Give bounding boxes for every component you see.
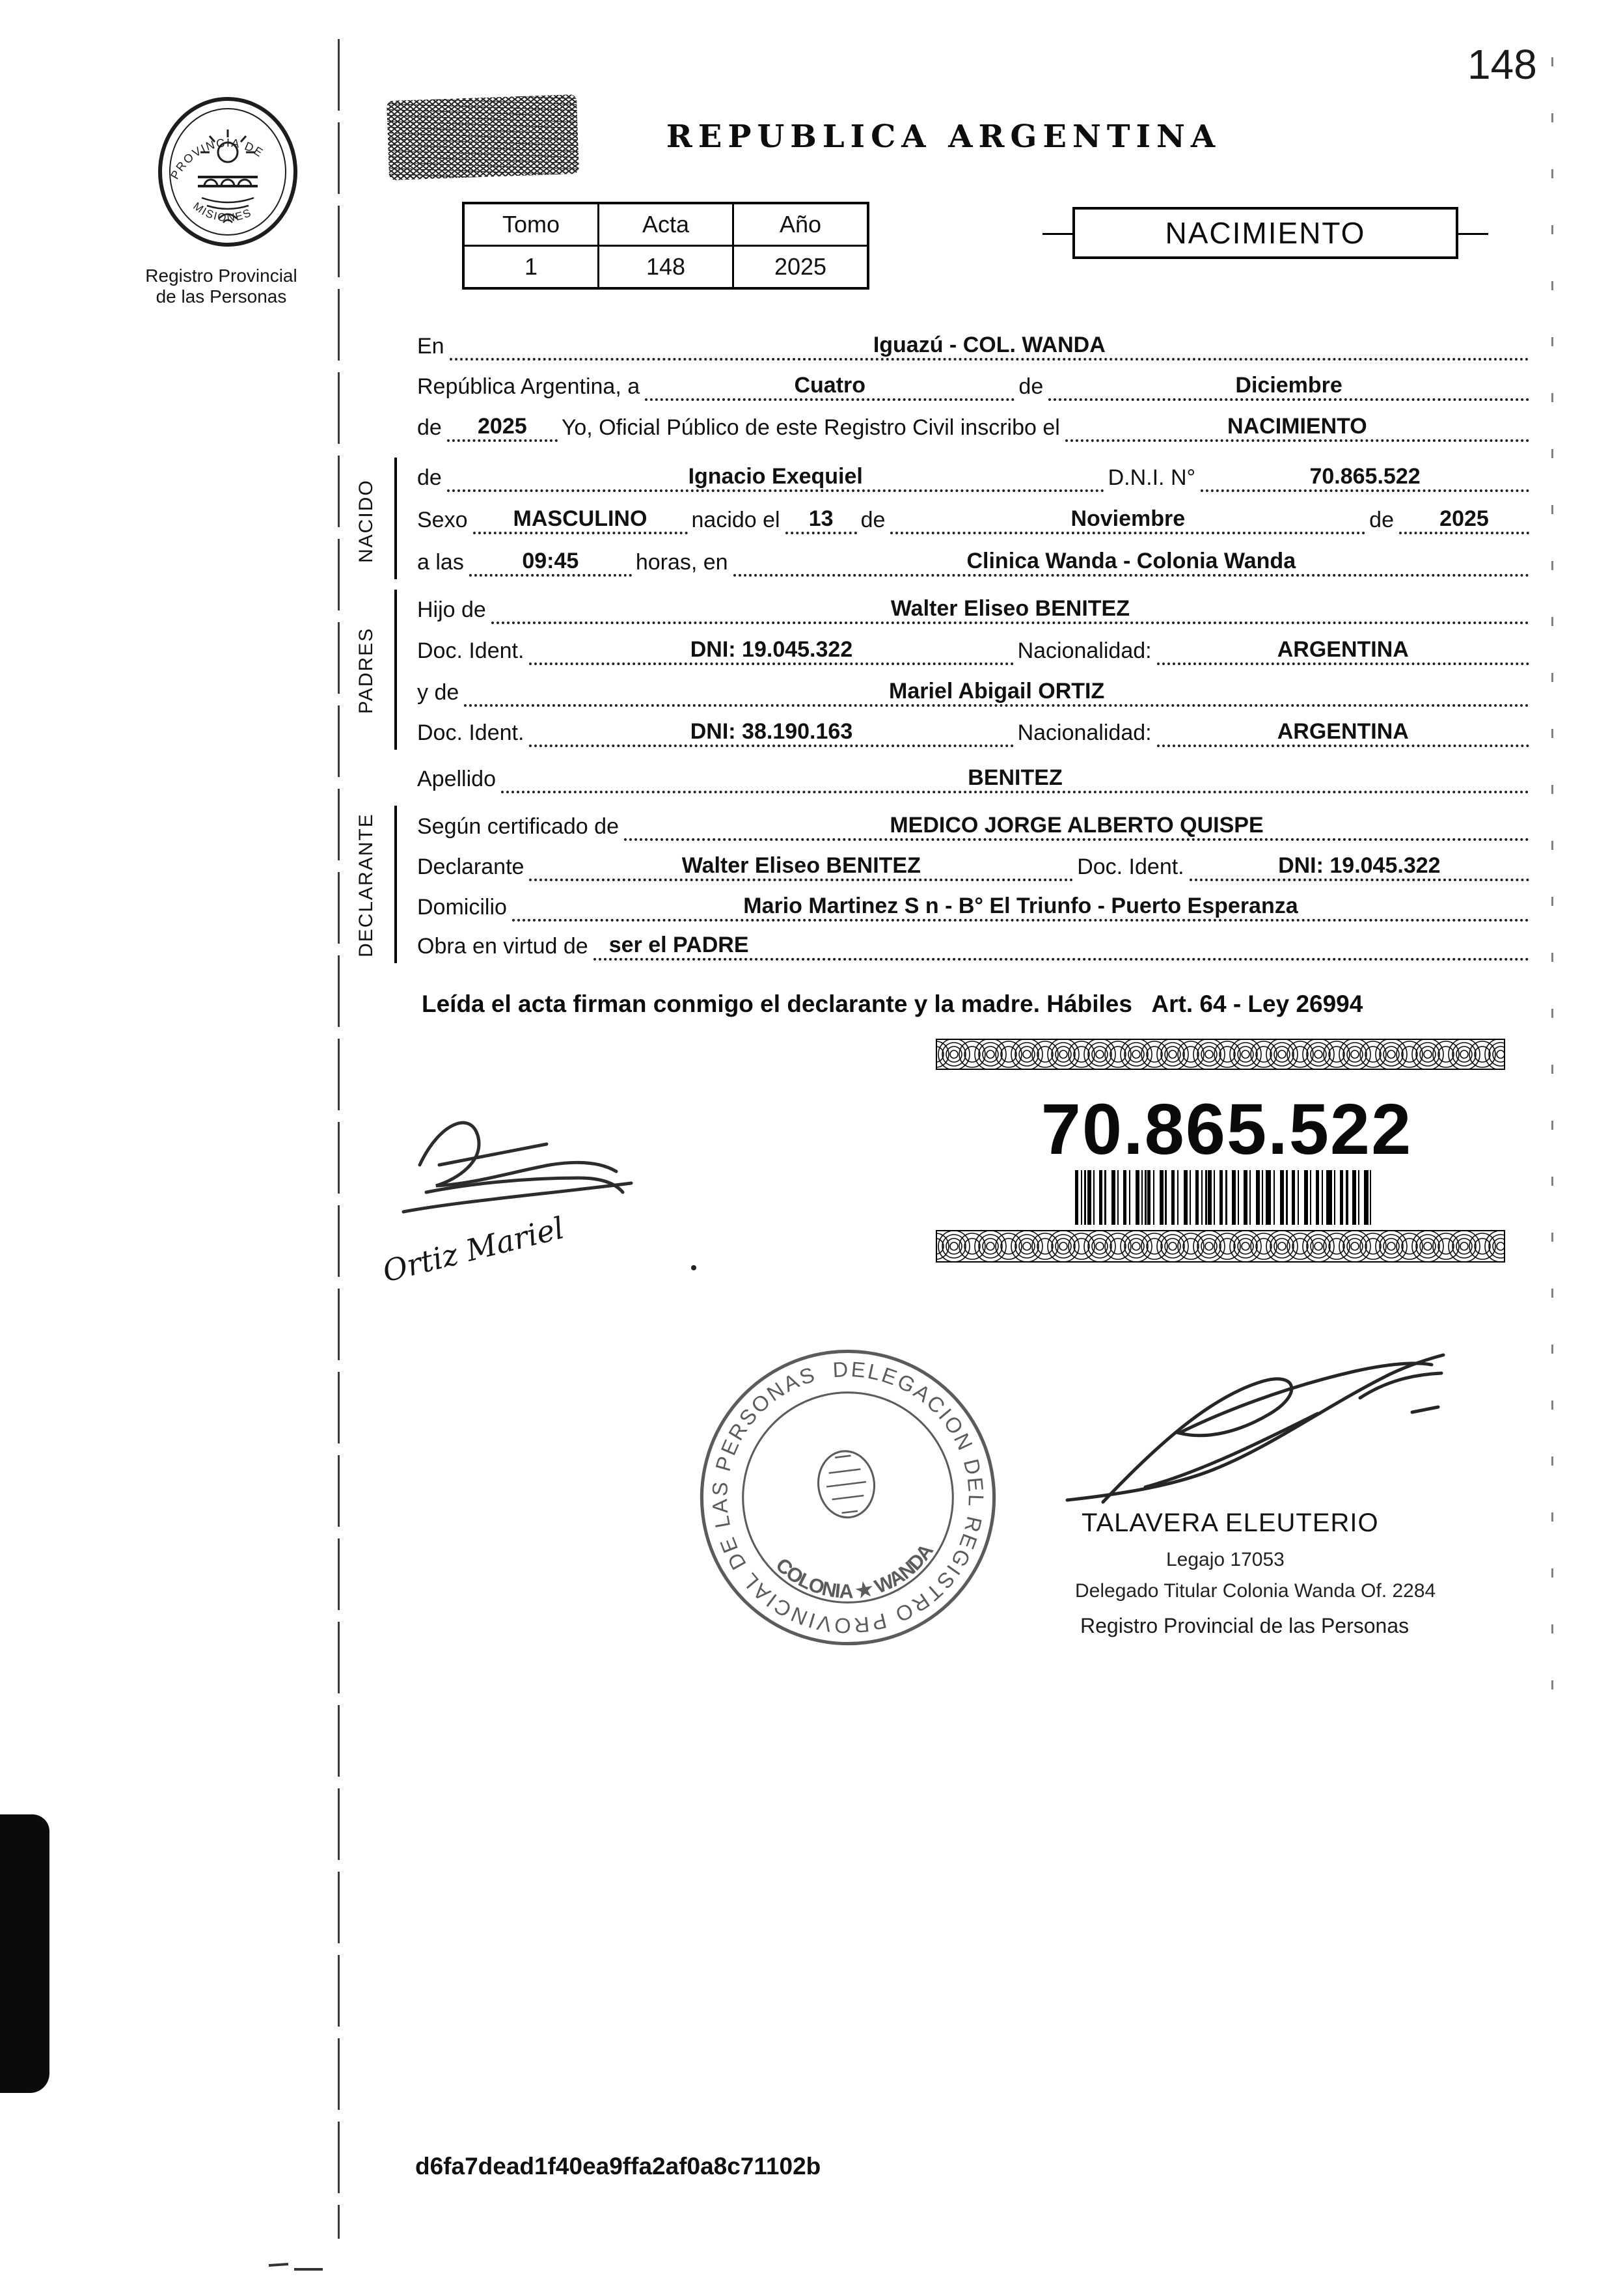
form-line-father-doc (413, 629, 1529, 665)
form-line-mother-doc (413, 711, 1529, 747)
label-de-2: de (417, 415, 442, 440)
value-year: 2025 (447, 414, 558, 442)
value-month: Diciembre (1048, 373, 1529, 401)
label-de-3: de (417, 465, 442, 490)
form-line-mother (413, 670, 1529, 707)
value-place: Iguazú - COL. WANDA (450, 333, 1529, 361)
form-line-surname (413, 757, 1529, 793)
official-signature (1048, 1334, 1464, 1536)
document-title: REPUBLICA ARGENTINA (666, 118, 1221, 155)
acta-value: 148 (599, 246, 733, 289)
value-capacity: ser el PADRE (593, 933, 1529, 961)
form-line-year-act (413, 405, 1529, 442)
label-apellido: Apellido (417, 767, 496, 791)
label-y-de: y de (417, 680, 459, 705)
label-nacionalidad-2: Nacionalidad: (1017, 720, 1152, 745)
acta-type-label: NACIMIENTO (1165, 216, 1366, 250)
guilloche-bar-top (936, 1039, 1505, 1070)
page-number: 148 (1467, 41, 1537, 88)
label-hijo-de: Hijo de (417, 597, 486, 622)
form-line-place (413, 324, 1529, 361)
value-declarant-dni: DNI: 19.045.322 (1190, 853, 1529, 881)
mother-signature (374, 1087, 680, 1315)
form-line-address (413, 885, 1529, 922)
document-hash: d6fa7dead1f40ea9ffa2af0a8c71102b (415, 2153, 821, 2180)
value-birth-month: Noviembre (890, 506, 1365, 534)
label-doc-ident-3: Doc. Ident. (1077, 854, 1184, 879)
guilloche-ink-stamp (387, 94, 579, 180)
security-number: 70.865.522 (1041, 1089, 1413, 1169)
left-fold-line (338, 39, 340, 2239)
col-anio: Año (733, 203, 869, 246)
label-nacionalidad-1: Nacionalidad: (1017, 638, 1152, 663)
value-declarant-name: Walter Eliseo BENITEZ (529, 853, 1073, 881)
label-obra-en-virtud: Obra en virtud de (417, 934, 588, 959)
seal-top-text: PROVINCIA DE (168, 136, 266, 182)
anio-value: 2025 (733, 246, 869, 289)
provincial-seal-logo (142, 89, 314, 266)
form-line-sex-birthdate (413, 498, 1529, 534)
label-nacido-el: nacido el (691, 508, 780, 532)
label-doc-ident-1: Doc. Ident. (417, 638, 524, 663)
org-name (104, 266, 338, 307)
value-act-type: NACIMIENTO (1065, 414, 1529, 442)
table-value-row (463, 246, 868, 289)
scan-artifact-dot (691, 1265, 696, 1270)
form-line-date (413, 364, 1529, 401)
barcode (1075, 1170, 1373, 1225)
label-domicilio: Domicilio (417, 895, 507, 920)
org-name-line1: Registro Provincial (145, 266, 297, 286)
label-certificado: Según certificado de (417, 814, 619, 839)
value-father-name: Walter Eliseo BENITEZ (491, 596, 1529, 624)
section-label-padres: PADRES (355, 627, 377, 714)
closing-statement: Leída el acta firman conmigo el declarante y la madre. Hábiles Art. 64 - Ley 26994 (422, 991, 1363, 1017)
svg-text:MISIONES (191, 200, 254, 224)
nacido-section-bar (394, 458, 397, 579)
value-father-dni: DNI: 19.045.322 (529, 637, 1013, 665)
value-father-nationality: ARGENTINA (1157, 637, 1529, 665)
stamp-inner-text: COLONIA ★ WANDA (771, 1538, 939, 1603)
org-name-line2: de las Personas (156, 286, 287, 307)
value-mother-name: Mariel Abigail ORTIZ (464, 679, 1529, 707)
padres-section-bar (394, 590, 397, 750)
value-mother-nationality: ARGENTINA (1157, 719, 1529, 747)
official-title: Delegado Titular Colonia Wanda Of. 2284 (1075, 1580, 1436, 1602)
stamp-outer-text: DELEGACION DEL REGISTRO PROVINCIAL DE LAS PERSONAS (707, 1356, 989, 1639)
declarante-section-bar (394, 806, 397, 963)
value-mother-dni: DNI: 38.190.163 (529, 719, 1013, 747)
value-birth-day: 13 (785, 506, 857, 534)
form-line-name-dni (413, 456, 1529, 492)
form-line-time-place (413, 540, 1529, 577)
official-legajo: Legajo 17053 (1166, 1549, 1285, 1570)
value-address: Mario Martinez S n - B° El Triunfo - Puerto Esperanza (512, 894, 1529, 922)
scan-artifact-blob (0, 1814, 49, 2093)
value-certifier: MEDICO JORGE ALBERTO QUISPE (624, 813, 1529, 841)
value-birth-place: Clinica Wanda - Colonia Wanda (733, 549, 1529, 577)
label-republica: República Argentina, a (417, 374, 640, 399)
tomo-value: 1 (463, 246, 599, 289)
value-sex: MASCULINO (473, 506, 688, 534)
value-day: Cuatro (645, 373, 1015, 401)
label-oficial: Yo, Oficial Público de este Registro Civil inscribo el (561, 415, 1060, 440)
scan-artifact-dash (269, 2263, 288, 2267)
form-line-certificate (413, 804, 1529, 841)
label-doc-ident-2: Doc. Ident. (417, 720, 524, 745)
value-child-name: Ignacio Exequiel (447, 464, 1104, 492)
table-header-row (463, 203, 868, 246)
label-a-las: a las (417, 550, 464, 575)
form-line-capacity (413, 924, 1529, 961)
label-en: En (417, 334, 444, 359)
svg-text:PROVINCIA DE (168, 136, 266, 182)
label-de-4: de (860, 508, 886, 532)
value-surname: BENITEZ (501, 765, 1529, 793)
guilloche-bar-bottom (936, 1230, 1505, 1263)
form-line-father (413, 588, 1529, 624)
scan-artifact-dash (294, 2268, 323, 2271)
official-org: Registro Provincial de las Personas (1080, 1614, 1410, 1637)
registry-round-stamp (670, 1320, 1026, 1675)
label-de-1: de (1018, 374, 1044, 399)
form-line-declarant (413, 845, 1529, 881)
label-dni: D.N.I. N° (1108, 465, 1196, 490)
mother-signature-text: Ortiz Mariel (379, 1210, 568, 1289)
label-sexo: Sexo (417, 508, 468, 532)
label-horas-en: horas, en (635, 550, 728, 575)
right-fold-line (1551, 57, 1553, 1697)
seal-bottom-text: MISIONES (191, 200, 254, 225)
section-label-nacido: NACIDO (355, 479, 377, 564)
col-acta: Acta (599, 203, 733, 246)
official-name: TALAVERA ELEUTERIO (1082, 1509, 1379, 1537)
value-birth-time: 09:45 (469, 549, 632, 577)
acta-type-box (1072, 207, 1458, 259)
value-birth-year: 2025 (1399, 506, 1529, 534)
label-de-5: de (1369, 508, 1394, 532)
value-child-dni: 70.865.522 (1201, 464, 1529, 492)
label-declarante: Declarante (417, 854, 524, 879)
section-label-declarante: DECLARANTE (355, 813, 377, 957)
col-tomo: Tomo (463, 203, 599, 246)
registry-table (462, 202, 869, 290)
